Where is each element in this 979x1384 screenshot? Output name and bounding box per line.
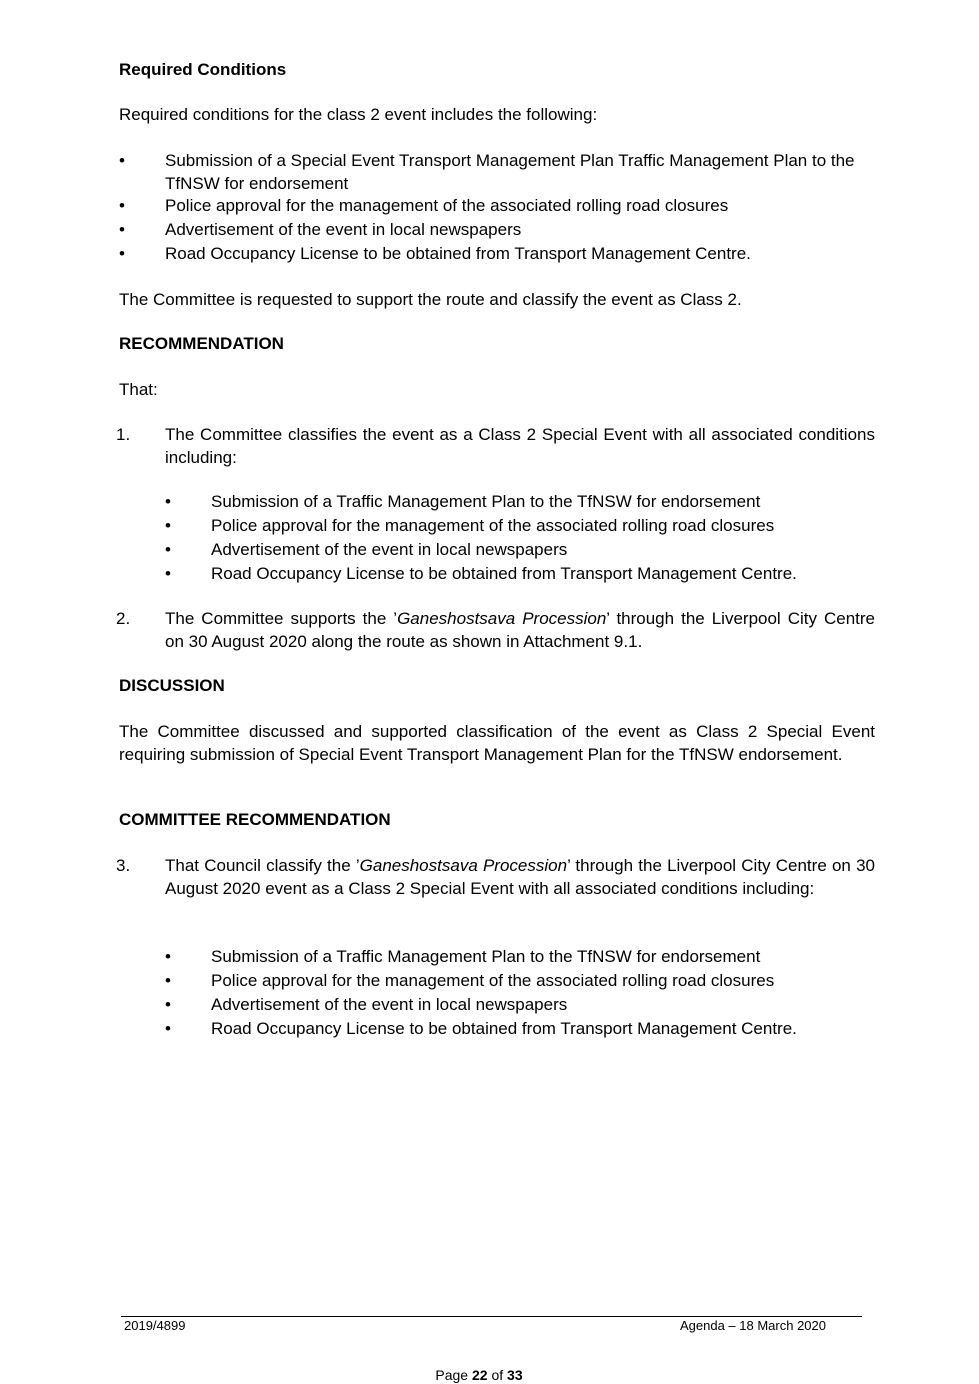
bullet-icon: • xyxy=(165,564,171,583)
list-item: Road Occupancy License to be obtained from Transport Management Centre. xyxy=(165,244,751,263)
bullet-icon: • xyxy=(165,1019,171,1038)
committee-recommendation-heading: COMMITTEE RECOMMENDATION xyxy=(119,810,391,829)
bullet-icon: • xyxy=(119,196,125,215)
footer-agenda-date: Agenda – 18 March 2020 xyxy=(680,1318,826,1333)
list-item: Advertisement of the event in local newspapers xyxy=(165,220,522,239)
footer-reference: 2019/4899 xyxy=(124,1318,186,1333)
recommendation-item-2-text: The Committee supports the ’Ganeshostsava Procession’ through the Liverpool City Centre on 30 August 2020 along the route as shown in Attachment 9.1. xyxy=(165,609,875,651)
discussion-text: The Committee discussed and supported classification of the event as Class 2 Special Event requiring submission of Special Event Transport Management Plan for the TfNSW endorsement. xyxy=(119,722,875,764)
bullet-icon: • xyxy=(165,947,171,966)
list-item: Police approval for the management of the associated rolling road closures xyxy=(211,516,775,535)
list-item: Road Occupancy License to be obtained from Transport Management Centre. xyxy=(211,1019,797,1038)
bullet-icon: • xyxy=(165,540,171,559)
page-number: Page 22 of 33 xyxy=(435,1367,523,1383)
list-item: Police approval for the management of the associated rolling road closures xyxy=(211,971,775,990)
list-item: Advertisement of the event in local newspapers xyxy=(211,540,568,559)
list-item: Advertisement of the event in local newspapers xyxy=(211,995,568,1014)
list-item: Submission of a Traffic Management Plan to the TfNSW for endorsement xyxy=(211,947,761,966)
discussion-heading: DISCUSSION xyxy=(119,676,225,695)
list-item: Submission of a Special Event Transport Management Plan Traffic Management Plan to the TfNSW for endorsement xyxy=(165,151,855,193)
bullet-icon: • xyxy=(165,971,171,990)
committee-recommendation-item-3-text: That Council classify the ’Ganeshostsava Procession’ through the Liverpool City Centre on 30 August 2020 event as a Class 2 Special Event with all associated conditions including: xyxy=(165,856,875,898)
event-name: Ganeshostsava Procession xyxy=(397,609,607,628)
bullet-icon: • xyxy=(165,516,171,535)
recommendation-heading: RECOMMENDATION xyxy=(119,334,284,353)
bullet-icon: • xyxy=(165,995,171,1014)
footer-divider xyxy=(121,1316,862,1317)
bullet-icon: • xyxy=(119,220,125,239)
list-number: 1. xyxy=(116,425,131,444)
event-name: Ganeshostsava Procession xyxy=(359,856,568,875)
required-conditions-heading: Required Conditions xyxy=(119,60,287,79)
list-item: Road Occupancy License to be obtained from Transport Management Centre. xyxy=(211,564,797,583)
bullet-icon: • xyxy=(119,244,125,263)
recommendation-item-1-text: The Committee classifies the event as a Class 2 Special Event with all associated conditions including: xyxy=(165,425,875,467)
list-item: Submission of a Traffic Management Plan to the TfNSW for endorsement xyxy=(211,492,761,511)
bullet-icon: • xyxy=(119,151,125,170)
list-number: 2. xyxy=(116,609,131,628)
list-item: Police approval for the management of the associated rolling road closures xyxy=(165,196,729,215)
bullet-icon: • xyxy=(165,492,171,511)
required-conditions-closing: The Committee is requested to support the route and classify the event as Class 2. xyxy=(119,290,742,309)
list-number: 3. xyxy=(116,856,131,875)
required-conditions-intro: Required conditions for the class 2 event includes the following: xyxy=(119,105,598,124)
recommendation-that: That: xyxy=(119,380,158,399)
